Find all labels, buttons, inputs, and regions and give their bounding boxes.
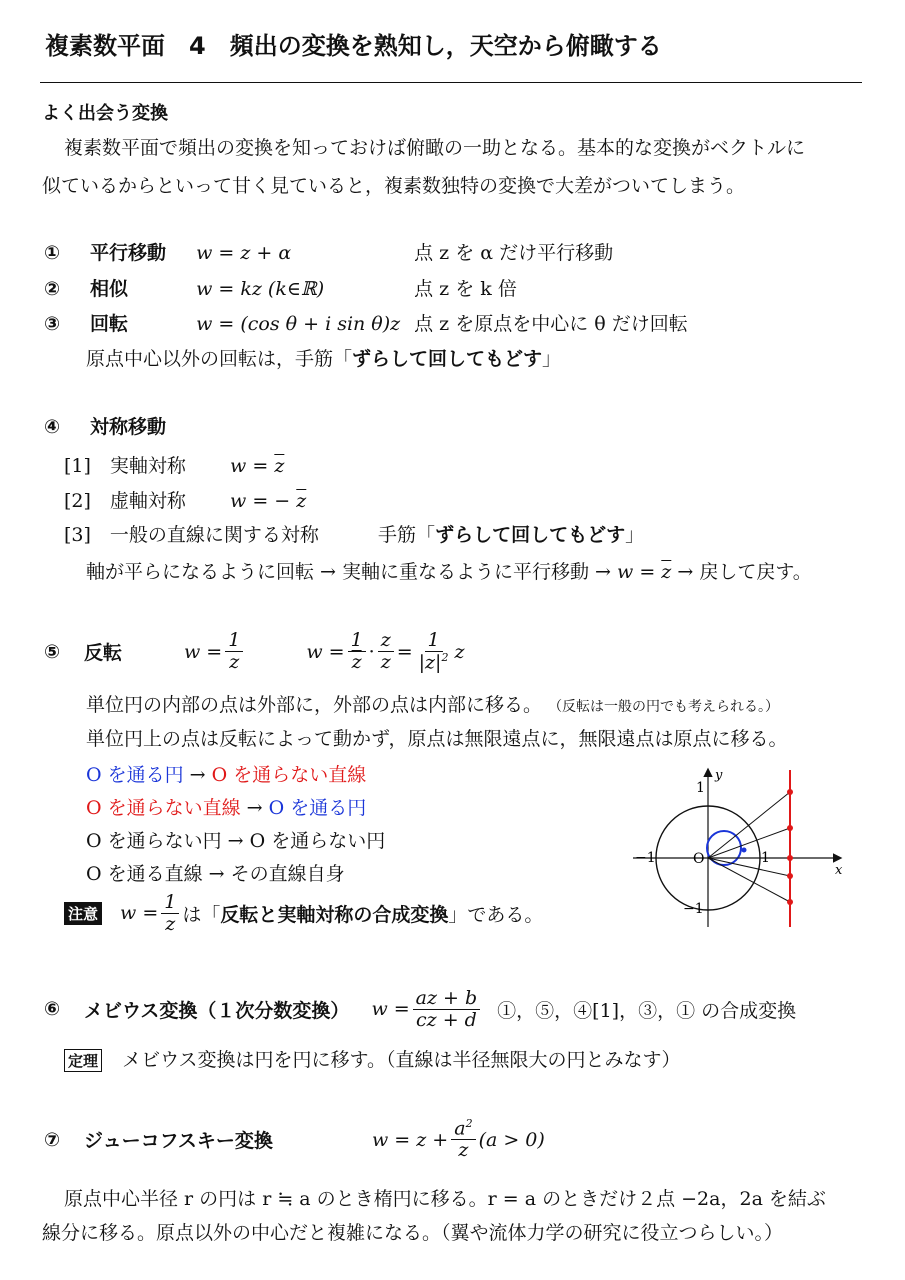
y-label: y (715, 768, 723, 783)
item-name: ジューコフスキー変換 (84, 1130, 273, 1153)
item-name: 対称移動 (90, 416, 167, 438)
item-desc: 点 z を α だけ平行移動 (414, 242, 614, 264)
item-number: ① (44, 242, 61, 264)
item-number: ③ (44, 313, 61, 335)
item-formula: w = kz (k∈ℝ) (196, 278, 325, 300)
svg-text:−1: −1 (635, 850, 656, 866)
item-similarity (44, 274, 517, 301)
item-number: ⑤ (44, 640, 61, 663)
item-desc: 点 z を k 倍 (414, 278, 517, 300)
sym-general-desc: 軸が平らになるように回転 → 実軸に重なるように平行移動 → $w = \overline{z}$ → 戻して戻す。 (86, 561, 812, 583)
item-name: メビウス変換（１次分数変換） (84, 999, 350, 1022)
item-number: ④ (44, 416, 61, 438)
fraction: $\frac{1}{|z|^2}$ (418, 629, 449, 674)
item-rotation (44, 309, 688, 336)
mapping-1: O を通る円 → O を通らない直線 (86, 764, 367, 786)
fraction: $\frac{1}{z}$ (348, 630, 366, 673)
item-name: 回転 (90, 313, 129, 335)
fraction: $\frac{1}{z}$ (225, 630, 243, 673)
inversion-graph (625, 762, 855, 932)
item-name: 平行移動 (90, 242, 167, 264)
mapping-3: O を通らない円 → O を通らない円 (86, 830, 386, 852)
svg-text:O: O (693, 851, 705, 867)
item-desc: 点 z を原点を中心に θ だけ回転 (414, 313, 688, 335)
joukowski-line-2: 線分に移る。原点以外の中心だと複雑になる。（翼や流体力学の研究に役立つらしい。） (42, 1222, 784, 1244)
inversion-line-2: 単位円上の点は反転によって動かず，原点は無限遠点に，無限遠点は原点に移る。 (86, 728, 788, 750)
page-title: 複素数平面 4 頻出の変換を熟知し，天空から俯瞰する (45, 32, 662, 60)
caution-tag: 注意 (64, 902, 102, 925)
rotation-note: 原点中心以外の回転は，手筋「ずらして回してもどす」 (86, 348, 562, 370)
item-symmetry (44, 412, 166, 439)
theorem-tag: 定理 (64, 1049, 102, 1072)
title-divider (40, 82, 862, 83)
intro-line-1: 複素数平面で頻出の変換を知っておけば俯瞰の一助となる。基本的な変換がベクトルに (64, 137, 806, 159)
fraction: $\frac{az + b}{cz + d}$ (413, 988, 481, 1031)
item-number: ② (44, 278, 61, 300)
joukowski-line-1: 原点中心半径 r の円は r ≒ a のとき楕円に移る。r = a のときだけ２点 −2a，2a を結ぶ (64, 1188, 826, 1210)
item-name: 反転 (84, 642, 123, 665)
fraction: $\frac{a^2}{z}$ (451, 1118, 475, 1161)
inversion-note: 注意 w = $\frac{1}{z}$ は「 反転と実軸対称の合成変換 」である。 (64, 892, 543, 935)
section-heading: よく出会う変換 (42, 103, 168, 124)
mobius-theorem: 定理 メビウス変換は円を円に移す。（直線は半径無限大の円とみなす） (64, 1045, 680, 1072)
sym-imag-axis: [2] 虚軸対称 w = − $\overline{z}$ (64, 490, 307, 512)
inversion-line-1: 単位円の内部の点は外部に，外部の点は内部に移る。 （反転は一般の円でも考えられる。） (86, 694, 780, 716)
item-joukowski: ⑦ ジューコフスキー変換 w = z + $\frac{a^2}{z}$ (a > 0) (44, 1117, 545, 1162)
fraction: $\frac{1}{z}$ (161, 892, 179, 935)
svg-text:1: 1 (761, 850, 770, 866)
svg-text:1: 1 (696, 780, 705, 796)
mapping-4: O を通る直線 → その直線自身 (86, 863, 345, 885)
x-label: x (835, 863, 843, 878)
fraction: $\frac{z}{z}$ (378, 630, 394, 673)
sym-real-axis: [1] 実軸対称 $w = \overline{z}$ (64, 455, 285, 477)
item-formula: w = (cos θ + i sin θ)z (196, 313, 401, 335)
item-name: 相似 (90, 278, 129, 300)
item-inversion: ⑤ 反転 w = $\frac{1}{z}$ w = $\frac{1}{z}$ · $\frac{z}{z}$ = $\frac{1}{|z|^2}$ z (44, 629, 465, 674)
item-mobius: ⑥ メビウス変換（１次分数変換） w = $\frac{az + b}{cz + d}$ ①，⑤，④[1]，③，① の合成変換 (44, 987, 797, 1031)
item-formula: w = z + α (196, 242, 292, 264)
item-number: ⑥ (44, 998, 61, 1021)
item-number: ⑦ (44, 1128, 61, 1151)
svg-text:−1: −1 (683, 901, 704, 917)
sym-general-line: [3] 一般の直線に関する対称 手筋「ずらして回してもどす」 (64, 524, 645, 546)
intro-line-2: 似ているからといって甘く見ていると，複素数独特の変換で大差がついてしまう。 (42, 175, 746, 197)
mapping-2: O を通らない直線 → O を通る円 (86, 797, 367, 819)
item-translation (44, 238, 613, 265)
